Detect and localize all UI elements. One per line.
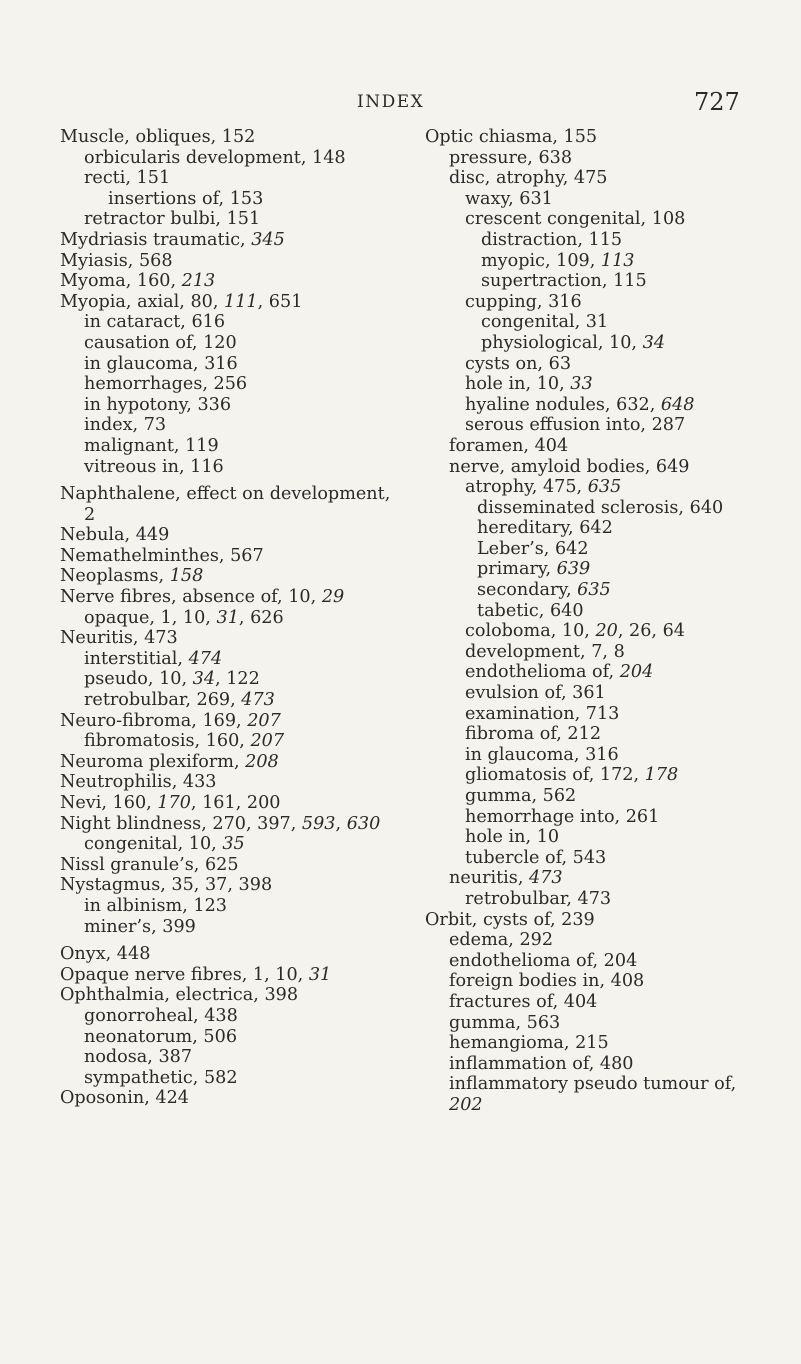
entry-text: tubercle of, 543 — [465, 847, 607, 868]
entry-text: , 651 — [257, 291, 303, 312]
index-heading — [60, 230, 400, 251]
index-subentry — [60, 896, 400, 917]
entry-text: gumma, 563 — [449, 1012, 561, 1033]
page-ref-italic: 178 — [644, 765, 679, 786]
index-heading — [60, 875, 400, 896]
page-ref-italic: 29 — [321, 587, 345, 608]
page-ref-italic: 207 — [247, 710, 281, 731]
index-subentry — [425, 827, 795, 848]
entry-text: Neutrophilis, 433 — [60, 772, 217, 793]
index-subentry — [425, 621, 795, 642]
entry-text: gonorroheal, 438 — [84, 1005, 238, 1026]
index-subentry — [425, 1033, 795, 1054]
entry-text: atrophy, 475, — [465, 477, 588, 498]
index-subentry — [425, 148, 795, 169]
index-heading — [60, 944, 400, 965]
entry-text: serous effusion into, 287 — [465, 415, 686, 436]
page-ref-italic: 345 — [251, 229, 285, 250]
entry-text: Nystagmus, 35, 37, 398 — [60, 875, 273, 896]
index-heading — [60, 752, 400, 773]
entry-text: Nissl granule’s, 625 — [60, 854, 239, 875]
index-subentry — [425, 580, 795, 601]
index-subentry — [425, 1013, 795, 1034]
index-subentry — [425, 971, 795, 992]
entry-text: cupping, 316 — [465, 291, 582, 312]
entry-text: development, 7, 8 — [465, 641, 625, 662]
page-ref-italic: 34 — [642, 332, 666, 353]
entry-text: Nemathelminthes, 567 — [60, 545, 264, 566]
page-ref-italic: 113 — [600, 250, 635, 271]
page-ref-italic: 639 — [556, 559, 591, 580]
page-ref-italic: 593 — [301, 813, 336, 834]
entry-text: cysts on, 63 — [465, 353, 572, 374]
index-subentry — [60, 690, 400, 711]
entry-text: Neuroma plexiform, — [60, 751, 246, 772]
index-subentry — [425, 395, 795, 416]
entry-text: hereditary, 642 — [477, 518, 613, 539]
page-ref-italic: 207 — [250, 731, 285, 752]
index-subentry — [60, 168, 400, 189]
index-heading — [60, 985, 400, 1006]
entry-text: examination, 713 — [465, 703, 620, 724]
index-subentry — [425, 168, 795, 189]
index-subentry — [60, 1047, 400, 1068]
entry-text: opaque, 1, 10, — [84, 607, 217, 628]
entry-text: sympathetic, 582 — [84, 1067, 238, 1088]
page-ref-italic: 648 — [660, 394, 695, 415]
index-subentry — [425, 312, 795, 333]
page-ref-italic: 35 — [222, 834, 245, 855]
entry-text: Myopia, axial, 80, — [60, 291, 225, 312]
entry-text: foramen, 404 — [449, 435, 569, 456]
index-heading — [60, 587, 400, 608]
entry-text: gumma, 562 — [465, 786, 577, 806]
index-subentry — [425, 230, 795, 251]
entry-text: Orbit, cysts of, 239 — [425, 909, 595, 930]
entry-text: vitreous in, 116 — [84, 456, 224, 477]
entry-text: Nebula, 449 — [60, 525, 170, 546]
entry-text: inflammatory pseudo tumour of, — [449, 1074, 737, 1095]
index-subentry — [425, 209, 795, 230]
entry-text: fractures of, 404 — [449, 991, 598, 1012]
page-ref-italic: 202 — [449, 1094, 483, 1115]
entry-text: Opaque nerve fibres, 1, 10, — [60, 964, 309, 985]
index-subentry — [425, 807, 795, 828]
index-heading — [60, 525, 400, 546]
entry-text: foreign bodies in, 408 — [449, 971, 645, 992]
index-subentry — [60, 354, 400, 375]
entry-text: retrobulbar, 269, — [84, 690, 242, 711]
entry-text: interstitial, — [84, 648, 189, 669]
page-ref-italic: 31 — [216, 607, 239, 628]
entry-text: disseminated sclerosis, 640 — [477, 497, 724, 518]
page-ref-italic: 635 — [587, 477, 622, 498]
index-subentry — [425, 251, 795, 272]
index-column-left — [60, 127, 400, 1109]
index-subentry — [425, 374, 795, 395]
index-subentry — [60, 731, 400, 752]
entry-text: retractor bulbi, 151 — [84, 209, 261, 230]
page-number: 727 — [694, 88, 740, 116]
entry-text: hyaline nodules, 632, — [465, 394, 661, 415]
index-subentry — [60, 333, 400, 354]
index-subentry — [425, 951, 795, 972]
index-heading — [60, 1088, 400, 1109]
entry-text: in cataract, 616 — [84, 312, 226, 333]
index-column-right — [425, 127, 795, 1116]
entry-text: nerve, amyloid bodies, 649 — [449, 456, 690, 477]
entry-text: , 26, 64 — [617, 621, 685, 642]
entry-text: , 122 — [215, 669, 260, 690]
index-heading — [60, 855, 400, 876]
index-subentry — [60, 608, 400, 629]
entry-text: pressure, 638 — [449, 147, 573, 168]
index-subentry — [60, 189, 400, 210]
entry-text: fibromatosis, 160, — [84, 731, 251, 752]
index-subentry — [425, 683, 795, 704]
index-subentry — [425, 354, 795, 375]
index-subentry — [425, 498, 795, 519]
index-subentry — [60, 312, 400, 333]
index-subentry — [60, 415, 400, 436]
index-heading — [60, 484, 400, 505]
entry-text: , 626 — [238, 607, 284, 628]
index-subentry — [425, 642, 795, 663]
index-subentry — [60, 669, 400, 690]
entry-text: congenital, 10, — [84, 834, 223, 855]
entry-text: miner’s, 399 — [84, 916, 196, 937]
entry-text: primary, — [477, 559, 557, 580]
page-ref-italic: 473 — [241, 690, 275, 711]
entry-text: disc, atrophy, 475 — [449, 168, 608, 189]
index-heading — [60, 772, 400, 793]
index-subentry — [425, 1054, 795, 1075]
entry-text: supertraction, 115 — [481, 271, 647, 292]
entry-text: Night blindness, 270, 397, — [60, 813, 302, 834]
entry-text: insertions of, 153 — [108, 188, 264, 209]
index-heading — [60, 566, 400, 587]
index-subentry — [425, 333, 795, 354]
entry-text: hole in, 10, — [465, 374, 571, 395]
index-heading — [60, 271, 400, 292]
index-subentry — [425, 1074, 795, 1095]
entry-text: Muscle, obliques, 152 — [60, 127, 256, 147]
entry-text: Neoplasms, — [60, 566, 170, 587]
index-subentry — [60, 1027, 400, 1048]
index-subentry — [60, 374, 400, 395]
entry-text: edema, 292 — [449, 930, 554, 951]
index-heading — [60, 711, 400, 732]
entry-text: endothelioma of, — [465, 662, 620, 683]
entry-text: Myiasis, 568 — [60, 250, 173, 271]
index-subentry — [425, 477, 795, 498]
index-heading — [60, 793, 400, 814]
index-heading — [425, 127, 795, 148]
index-subentry — [425, 518, 795, 539]
index-subentry — [425, 292, 795, 313]
entry-text: Nevi, 160, — [60, 793, 158, 813]
index-heading — [425, 910, 795, 931]
index-subentry — [425, 745, 795, 766]
page-ref-italic: 630 — [346, 813, 381, 834]
entry-text: Mydriasis traumatic, — [60, 229, 252, 250]
index-subentry — [60, 834, 400, 855]
index-heading — [60, 628, 400, 649]
entry-text: Myoma, 160, — [60, 271, 182, 292]
page-ref-italic: 34 — [192, 669, 216, 690]
index-subentry — [425, 271, 795, 292]
index-heading — [60, 251, 400, 272]
entry-text: waxy, 631 — [465, 188, 553, 209]
index-subentry — [425, 189, 795, 210]
entry-text: Ophthalmia, electrica, 398 — [60, 985, 299, 1006]
page-ref-italic: 474 — [188, 648, 223, 669]
running-head: INDEX — [357, 92, 425, 112]
index-subentry — [425, 889, 795, 910]
entry-text: index, 73 — [84, 415, 167, 436]
entry-text: fibroma of, 212 — [465, 724, 602, 745]
entry-text: , — [335, 813, 347, 834]
index-subentry — [425, 704, 795, 725]
index-subentry — [425, 539, 795, 560]
page-ref-italic: 204 — [619, 662, 654, 683]
index-heading — [60, 127, 400, 148]
entry-text: 2 — [84, 504, 96, 525]
index-heading — [60, 965, 400, 986]
entry-text: crescent congenital, 108 — [465, 209, 686, 230]
index-subentry — [60, 649, 400, 670]
entry-text: in glaucoma, 316 — [465, 744, 619, 765]
index-subentry — [425, 601, 795, 622]
index-subentry — [425, 930, 795, 951]
entry-text: Leber’s, 642 — [477, 538, 589, 559]
page-ref-italic: 213 — [181, 271, 216, 292]
index-subentry — [60, 1068, 400, 1089]
index-subentry — [425, 724, 795, 745]
entry-text: in glaucoma, 316 — [84, 353, 238, 374]
entry-text: congenital, 31 — [481, 312, 609, 333]
page-ref-italic: 33 — [570, 374, 593, 395]
page-ref-italic: 635 — [577, 580, 611, 601]
entry-text: distraction, 115 — [481, 229, 623, 250]
index-subentry — [60, 148, 400, 169]
page-ref-italic: 20 — [595, 621, 618, 642]
entry-text: nodosa, 387 — [84, 1047, 193, 1068]
entry-text: neuritis, — [449, 868, 530, 889]
entry-text: causation of, 120 — [84, 332, 237, 353]
entry-text: tabetic, 640 — [477, 600, 584, 621]
entry-text: Optic chiasma, 155 — [425, 127, 598, 147]
index-subentry — [425, 662, 795, 683]
entry-text: Neuro-fibroma, 169, — [60, 710, 248, 731]
page-ref-italic: 31 — [308, 964, 332, 985]
index-heading — [60, 546, 400, 567]
index-subentry — [425, 848, 795, 869]
entry-text: Onyx, 448 — [60, 944, 151, 965]
page-header — [0, 88, 801, 122]
index-subentry — [60, 505, 400, 526]
entry-text: gliomatosis of, 172, — [465, 765, 645, 786]
index-subentry — [425, 436, 795, 457]
entry-text: secondary, — [477, 580, 578, 601]
entry-text: in hypotony, 336 — [84, 394, 232, 415]
index-subentry — [60, 457, 400, 478]
entry-text: recti, 151 — [84, 168, 171, 189]
entry-text: myopic, 109, — [481, 250, 601, 271]
entry-text: Naphthalene, effect on development, — [60, 484, 391, 505]
entry-text: hemorrhages, 256 — [84, 374, 248, 395]
entry-text: orbicularis development, 148 — [84, 147, 346, 168]
index-subentry — [425, 457, 795, 478]
entry-text: , 161, 200 — [190, 793, 281, 813]
page-ref-italic: 111 — [224, 291, 258, 312]
entry-text: evulsion of, 361 — [465, 683, 606, 704]
entry-text: hemorrhage into, 261 — [465, 806, 660, 827]
page-ref-italic: 473 — [529, 868, 563, 889]
entry-text: neonatorum, 506 — [84, 1026, 238, 1047]
index-subentry — [425, 765, 795, 786]
index-subentry — [425, 559, 795, 580]
index-heading — [60, 292, 400, 313]
index-subentry — [425, 786, 795, 807]
index-subentry — [60, 917, 400, 938]
index-subentry — [425, 415, 795, 436]
entry-text: hole in, 10 — [465, 827, 560, 848]
entry-text: coloboma, 10, — [465, 621, 596, 642]
index-subentry — [60, 209, 400, 230]
page-ref-italic: 208 — [245, 751, 279, 772]
entry-text: in albinism, 123 — [84, 895, 227, 916]
page-ref-italic: 170 — [157, 793, 191, 813]
index-subentry — [425, 1095, 795, 1116]
index-subentry — [425, 992, 795, 1013]
entry-text: pseudo, 10, — [84, 669, 193, 690]
entry-text: Nerve fibres, absence of, 10, — [60, 587, 322, 608]
index-subentry — [60, 395, 400, 416]
entry-text: inflammation of, 480 — [449, 1053, 634, 1074]
entry-text: endothelioma of, 204 — [449, 950, 638, 971]
page-ref-italic: 158 — [169, 566, 204, 587]
entry-text: hemangioma, 215 — [449, 1033, 609, 1054]
index-subentry — [60, 436, 400, 457]
entry-text: Oposonin, 424 — [60, 1088, 189, 1109]
entry-text: physiological, 10, — [481, 332, 643, 353]
entry-text: retrobulbar, 473 — [465, 888, 612, 909]
entry-text: Neuritis, 473 — [60, 628, 178, 649]
index-heading — [60, 814, 400, 835]
index-subentry — [425, 868, 795, 889]
entry-text: malignant, 119 — [84, 435, 219, 456]
index-subentry — [60, 1006, 400, 1027]
